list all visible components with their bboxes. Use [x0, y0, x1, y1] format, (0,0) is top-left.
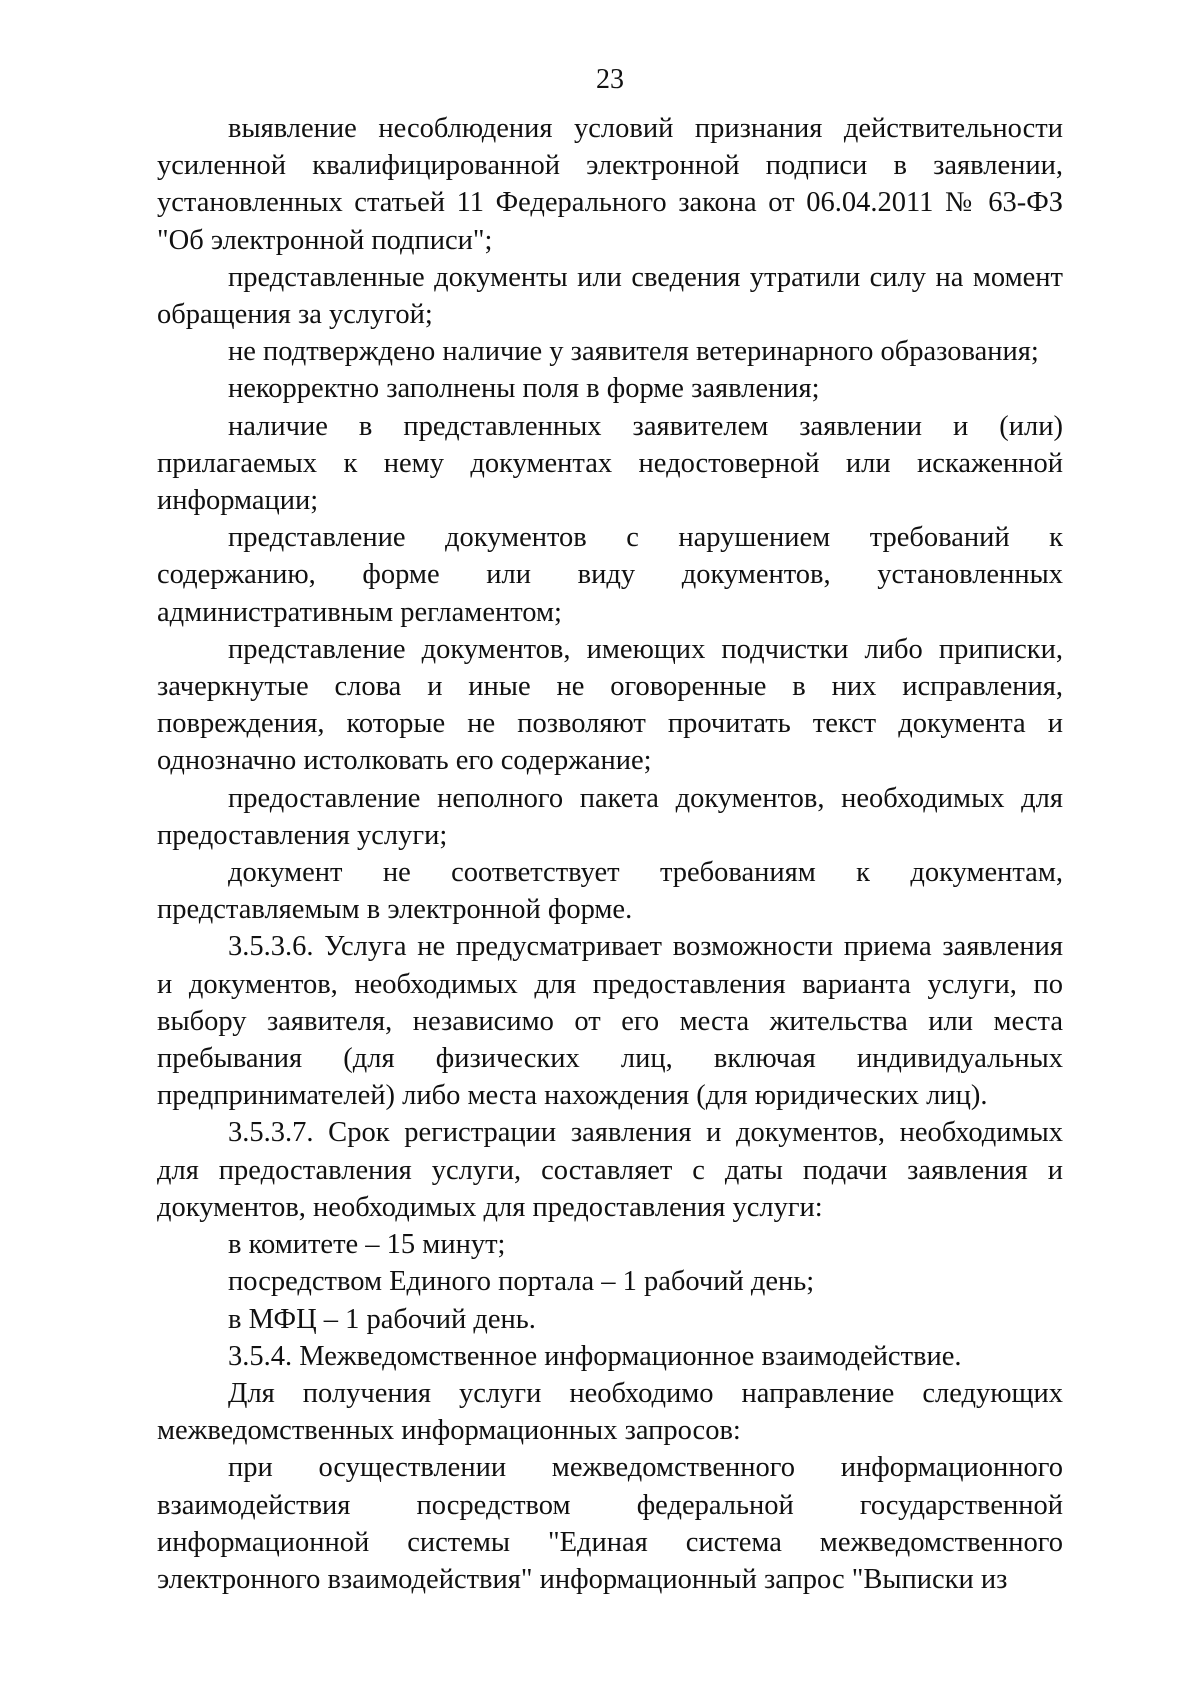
page-number: 23: [596, 64, 624, 95]
paragraph-erasures: представление документов, имеющих подчистки либо приписки, зачеркнутые слова и иные не оговоренные в них исправления, повреждения, которые не позволяют прочитать текст документа и однозначно истолковать его содержание;: [157, 633, 1063, 777]
paragraph-in-mfc: в МФЦ – 1 рабочий день.: [228, 1303, 536, 1335]
document-body: [157, 110, 1063, 1598]
paragraph-via-portal: посредством Единого портала – 1 рабочий день;: [228, 1266, 815, 1298]
paragraph-signature-invalid: выявление несоблюдения условий признания действительности усиленной квалифицированной электронной подписи в заявлении, установленных статьей 11 Федерального закона от 06.04.2011 № 63-ФЗ "Об электронной подписи";: [157, 113, 1063, 256]
paragraph-in-committee: в комитете – 15 минут;: [228, 1229, 506, 1261]
paragraph-incomplete-package: предоставление неполного пакета документов, необходимых для предоставления услуги;: [157, 782, 1063, 851]
paragraph-fields-incorrect: некорректно заполнены поля в форме заявления;: [228, 373, 820, 405]
paragraph-3-5-3-7: 3.5.3.7. Срок регистрации заявления и документов, необходимых для предоставления услуги, составляет с даты подачи заявления и документов, необходимых для предоставления услуги:: [157, 1117, 1063, 1223]
paragraph-3-5-3-6: 3.5.3.6. Услуга не предусматривает возможности приема заявления и документов, необходимых для предоставления варианта услуги, по выбору заявителя, независимо от его места жительства или места пребывания (для физических лиц, включая индивидуальных предпринимателей) либо места нахождения (для юридических лиц).: [157, 931, 1063, 1112]
paragraph-requests-needed: Для получения услуги необходимо направление следующих межведомственных информационных запросов:: [157, 1377, 1063, 1447]
paragraph-false-information: наличие в представленных заявителем заявлении и (или) прилагаемых к нему документах недостоверной или искаженной информации;: [157, 410, 1063, 517]
paragraph-content-violation: представление документов с нарушением требований к содержанию, форме или виду документов, установленных административным регламентом;: [157, 522, 1063, 628]
paragraph-smev-request: при осуществлении межведомственного информационного взаимодействия посредством федеральной государственной информационной системы "Единая система межведомственного электронного взаимодействия" информационный запрос "Выписки из: [157, 1452, 1063, 1595]
paragraph-3-5-4: 3.5.4. Межведомственное информационное взаимодействие.: [228, 1340, 962, 1372]
paragraph-electronic-form-mismatch: документ не соответствует требованиям к документам, представляемым в электронной форме.: [157, 857, 1063, 926]
paragraph-documents-expired: представленные документы или сведения утратили силу на момент обращения за услугой;: [157, 261, 1063, 331]
paragraph-no-veterinary-education: не подтверждено наличие у заявителя ветеринарного образования;: [228, 336, 1039, 368]
